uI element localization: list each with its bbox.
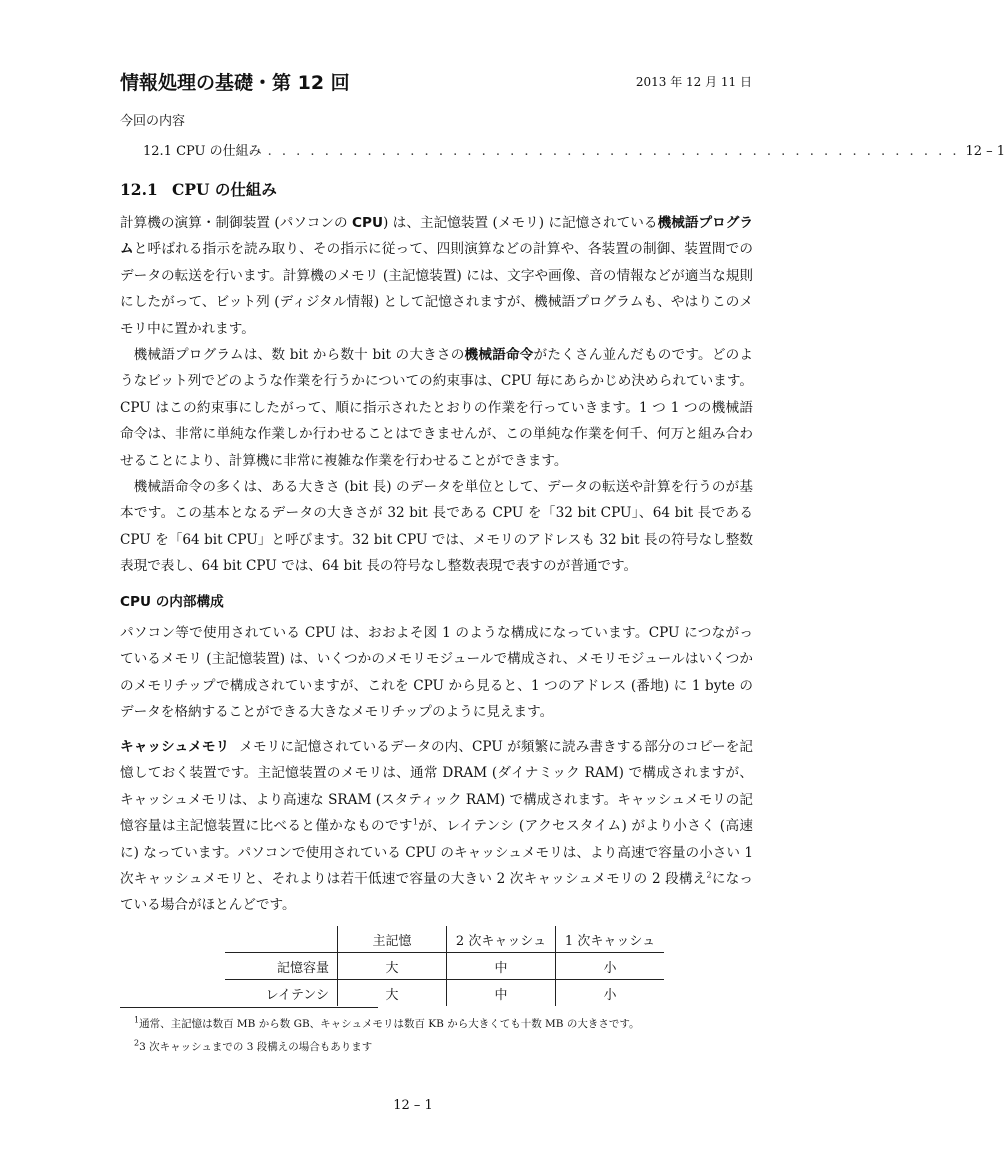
footnote-number: 1 bbox=[134, 1015, 140, 1025]
bold-term: 機械語プログラム bbox=[120, 215, 753, 258]
table-corner bbox=[225, 926, 338, 953]
table-cell: 小 bbox=[556, 980, 665, 1007]
memory-comparison-table bbox=[225, 926, 664, 1006]
toc-entry[interactable] bbox=[143, 140, 1005, 159]
intro-text bbox=[120, 210, 753, 580]
subsection-text bbox=[120, 620, 753, 726]
paragraph: 機械語命令の多くは、ある大きさ (bit 長) のデータを単位として、データの転送や計算を行うのが基本です。この基本となるデータの大きさが 32 bit 長である CPU を「32 bit CPU」、64 bit 長である CPU を「64 bit CPU」と呼びます。32 bit CPU では、メモリのアドレスも 32 bit 長の符号なし整数表現で表し、64 bit CPU では、64 bit 長の符号なし整数表現で表すのが普通です。 bbox=[120, 479, 753, 575]
footnote bbox=[134, 1016, 640, 1031]
table-row bbox=[225, 980, 664, 1007]
table-row bbox=[225, 953, 664, 980]
toc-entry-label: 12.1 CPU の仕組み bbox=[143, 144, 262, 159]
text-run: 機械語プログラムは、数 bit から数十 bit の大きさの bbox=[133, 347, 465, 364]
table-cell: 小 bbox=[556, 953, 665, 980]
page-number: 12 – 1 bbox=[393, 1098, 433, 1113]
section-number: 12.1 bbox=[120, 180, 158, 199]
paragraph bbox=[120, 342, 753, 474]
toc-leader-dots: . . . . . . . . . . . . . . . . . . . . . . . . . . . . . . . . . . . . . . . . . . . . . . . . . bbox=[267, 144, 960, 159]
table-cell: 中 bbox=[447, 953, 556, 980]
table-cell: 中 bbox=[447, 980, 556, 1007]
footnote-mark[interactable]: 1 bbox=[412, 817, 418, 827]
table-header-cell: 主記憶 bbox=[338, 926, 447, 953]
footnote-mark[interactable]: 2 bbox=[706, 870, 712, 880]
table-header-cell: 1 次キャッシュ bbox=[556, 926, 665, 953]
paragraph bbox=[120, 734, 753, 919]
page-date: 2013 年 12 月 11 日 bbox=[635, 75, 752, 89]
table-header-row bbox=[225, 926, 664, 953]
runin-heading: キャッシュメモリ bbox=[120, 739, 230, 755]
bold-term: CPU bbox=[352, 215, 384, 231]
table-row-label: レイテンシ bbox=[265, 987, 329, 1003]
section-title: CPU の仕組み bbox=[172, 180, 277, 199]
paragraph bbox=[120, 210, 753, 342]
toc-entry-page: 12 – 1 bbox=[965, 144, 1005, 159]
bold-term: 機械語命令 bbox=[464, 347, 534, 364]
text-run: になっている場合がほとんどです。 bbox=[120, 871, 754, 914]
text-run: ) は、主記憶装置 (メモリ) に記憶されている bbox=[383, 215, 658, 231]
footnote-number: 2 bbox=[134, 1038, 140, 1048]
section-heading bbox=[120, 178, 277, 200]
footnote-text: 通常、主記憶は数百 MB から数 GB、キャシュメモリは数百 KB から大きくても十数 MB の大きさです。 bbox=[139, 1018, 640, 1030]
text-run: と呼ばれる指示を読み取り、その指示に従って、四則演算などの計算や、各装置の制御、装置間でのデータの転送を行います。計算機のメモリ (主記憶装置) には、文字や画像、音の情報などが適当な規則にしたがって、ビット列 (ディジタル情報) として記憶されますが、機械語プログラムも、やはりこのメモリ中に置かれます。 bbox=[120, 241, 754, 337]
table-row-label: 記憶容量 bbox=[225, 953, 338, 980]
footnote bbox=[134, 1039, 372, 1054]
table-cell: 大 bbox=[338, 953, 447, 980]
subsection-heading: CPU の内部構成 bbox=[120, 594, 224, 610]
paragraph: パソコン等で使用されている CPU は、おおよそ図 1 のような構成になっています。CPU につながっているメモリ (主記憶装置) は、いくつかのメモリモジュールで構成され、メモリモジュールはいくつかのメモリチップで構成されていますが、これを CPU から見ると、1 つのアドレス (番地) に 1 byte のデータを格納することができる大きなメモリチップのように見えます。 bbox=[120, 625, 753, 721]
footnote-divider bbox=[120, 1007, 378, 1008]
text-run: メモリに記憶されているデータの内、CPU が頻繁に読み書きする部分のコピーを記憶しておく装置です。主記憶装置のメモリは、通常 DRAM (ダイナミック RAM) で構成されますが、キャッシュメモリは、より高速な SRAM (スタティック RAM) で構成されます。キャッシュメモリの記憶容量は主記憶装置に比べると僅かなものです bbox=[120, 739, 753, 835]
table-header-cell: 2 次キャッシュ bbox=[447, 926, 556, 953]
page-title: 情報処理の基礎・第 12 回 bbox=[120, 72, 350, 94]
text-run: 計算機の演算・制御装置 (パソコンの bbox=[120, 215, 353, 231]
text-run: がたくさん並んだものです。どのようなビット列でどのような作業を行うかについての約束事は、CPU 毎にあらかじめ決められています。CPU はこの約束事にしたがって、順に指示されたとおりの作業を行っていきます。1 つ 1 つの機械語命令は、非常に単純な作業しか行わせることはできませんが、この単純な作業を何千、何万と組み合わせることにより、計算機に非常に複雑な作業を行わせることができます。 bbox=[120, 347, 754, 469]
cache-memory-text bbox=[120, 734, 753, 919]
table-cell: 大 bbox=[338, 980, 447, 1007]
toc-heading: 今回の内容 bbox=[120, 114, 186, 129]
text-run: が、レイテンシ (アクセスタイム) がより小さく (高速に) なっています。パソコンで使用されている CPU のキャッシュメモリは、より高速で容量の小さい 1 次キャッシュメモリと、それよりは若干低速で容量の大きい 2 次キャッシュメモリの 2 段構え bbox=[120, 818, 753, 888]
footnote-text: 3 次キャッシュまでの 3 段構えの場合もあります bbox=[139, 1041, 373, 1053]
